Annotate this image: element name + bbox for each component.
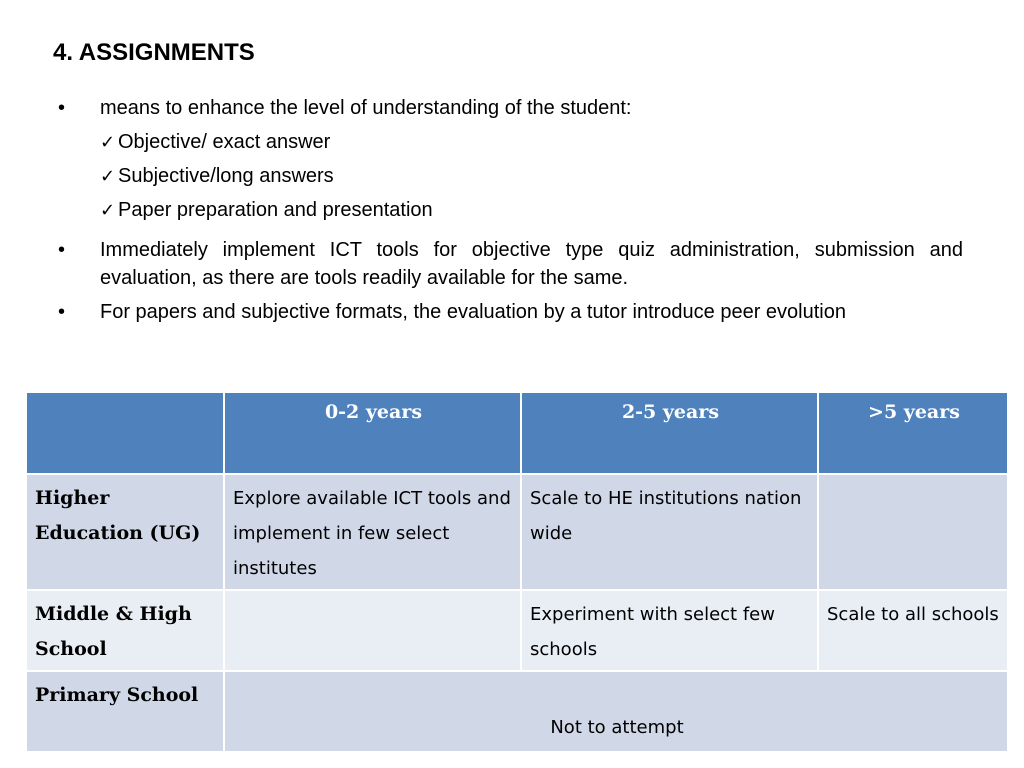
bullet-item xyxy=(58,94,963,122)
table-cell xyxy=(224,590,521,671)
table-cell: Experiment with select few schools xyxy=(521,590,818,671)
table-header-cell: 0-2 years xyxy=(224,392,521,474)
table-header-cell: 2-5 years xyxy=(521,392,818,474)
table-row xyxy=(26,590,1008,671)
table-row xyxy=(26,671,1008,752)
table-span-cell: Not to attempt xyxy=(224,671,1008,752)
checkmark-icon: ✓ xyxy=(100,132,116,153)
table-header-cell xyxy=(26,392,224,474)
bullet-text: For papers and subjective formats, the evaluation by a tutor introduce peer evolution xyxy=(100,301,846,323)
table-cell: Scale to all schools xyxy=(818,590,1008,671)
table-header-cell: >5 years xyxy=(818,392,1008,474)
checkmark-icon: ✓ xyxy=(100,200,116,221)
checkmark-icon: ✓ xyxy=(100,166,116,187)
row-label: Higher Education (UG) xyxy=(26,474,224,590)
row-label: Middle & High School xyxy=(26,590,224,671)
bullet-text: means to enhance the level of understanding of the student: xyxy=(100,97,632,119)
table-cell: Scale to HE institutions nation wide xyxy=(521,474,818,590)
check-item xyxy=(100,196,963,230)
bullet-item xyxy=(58,236,963,292)
check-item-text: Subjective/long answers xyxy=(118,165,334,187)
table-row xyxy=(26,474,1008,590)
table-cell: Explore available ICT tools and implement in few select institutes xyxy=(224,474,521,590)
table-header-row xyxy=(26,392,1008,474)
bullet-marker: • xyxy=(58,301,66,323)
check-item xyxy=(100,162,963,196)
bullet-item xyxy=(58,298,963,326)
roadmap-table xyxy=(25,391,1009,753)
bullet-text: Immediately implement ICT tools for objective type quiz administration, submission and evaluation, as there are tools readily available for the same. xyxy=(100,239,963,289)
bullet-list xyxy=(58,94,963,332)
bullet-marker: • xyxy=(58,97,66,119)
check-item-text: Objective/ exact answer xyxy=(118,131,331,153)
row-label: Primary School xyxy=(26,671,224,752)
slide-title: 4. ASSIGNMENTS xyxy=(53,39,255,66)
table-cell xyxy=(818,474,1008,590)
check-item-text: Paper preparation and presentation xyxy=(118,199,433,221)
bullet-marker: • xyxy=(58,239,66,261)
check-item xyxy=(100,128,963,162)
check-list xyxy=(58,128,963,230)
